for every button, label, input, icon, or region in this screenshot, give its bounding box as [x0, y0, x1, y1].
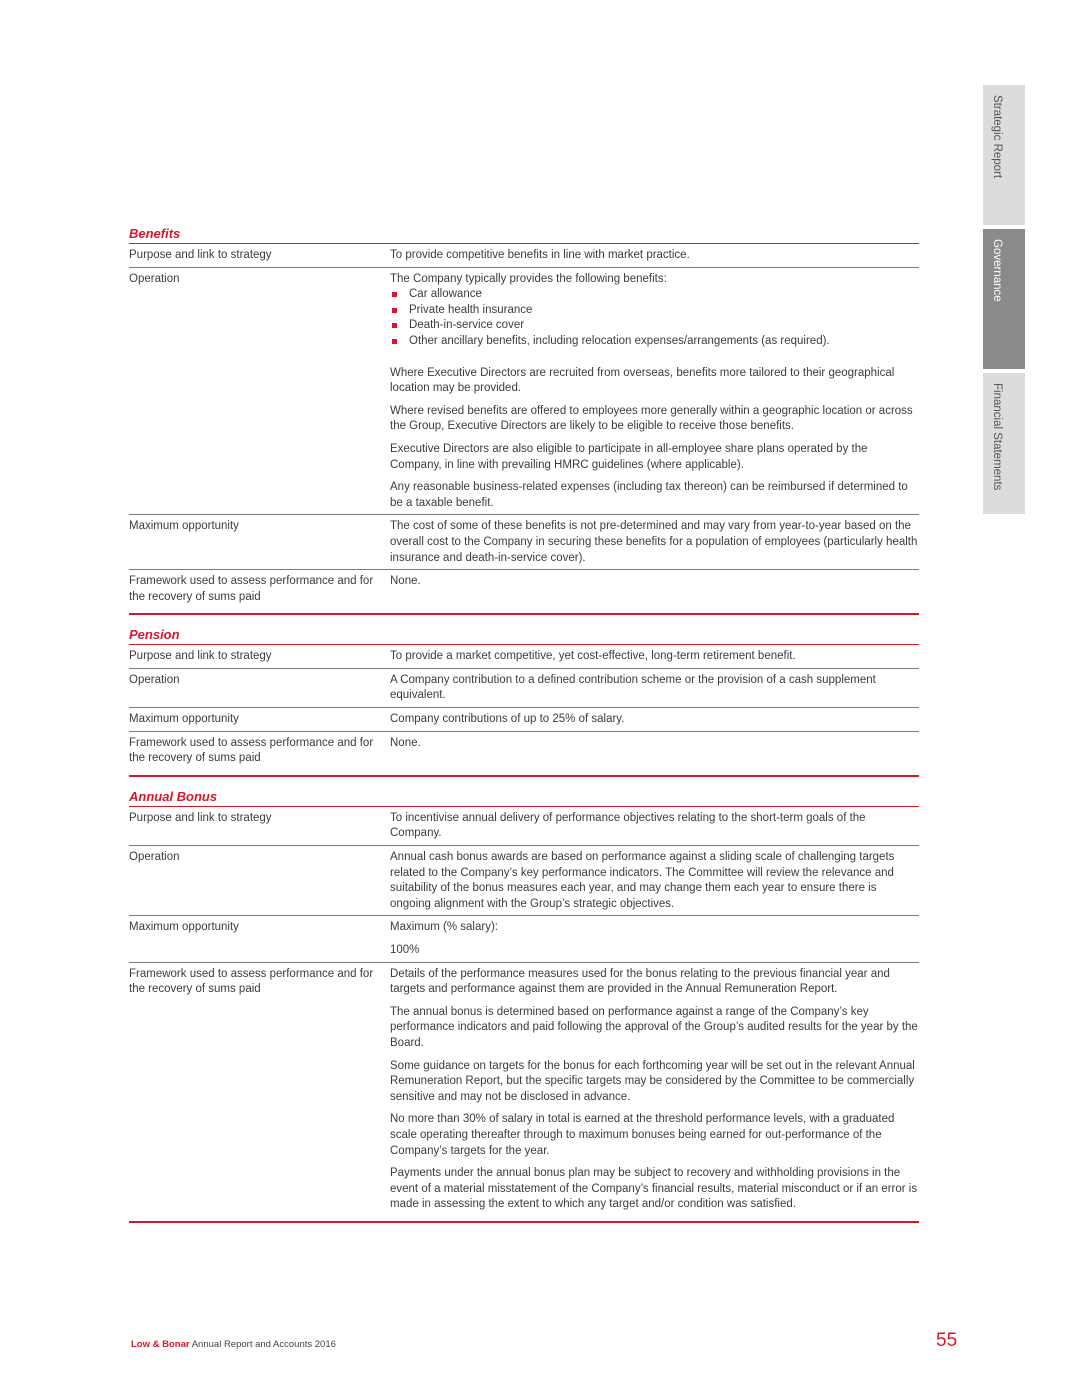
row-paragraph: Payments under the annual bonus plan may be subject to recovery and withholding provisions in the event of a material misstatement of the Company’s financial results, material misconduct or if an error is made in assessing the extent to which any target and/or condition was satisfied.: [390, 1167, 918, 1211]
row-value: [390, 811, 919, 842]
table-row: [129, 916, 919, 962]
section-title: Pension: [129, 627, 919, 645]
table-row: [129, 268, 919, 516]
row-paragraph: Maximum (% salary):: [390, 921, 498, 934]
row-paragraph: A Company contribution to a defined contribution scheme or the provision of a cash supplement equivalent.: [390, 673, 876, 702]
table-row: [129, 807, 919, 846]
side-tab-strategic-report[interactable]: [983, 85, 1025, 225]
row-paragraph: None.: [390, 575, 421, 588]
policy-section: [129, 226, 919, 615]
row-value: [390, 736, 919, 767]
row-value: [390, 272, 919, 512]
section-gap: [129, 615, 919, 627]
row-value: [390, 248, 919, 264]
policy-section: [129, 627, 919, 777]
row-value: [390, 712, 919, 728]
row-label: Maximum opportunity: [129, 520, 239, 533]
row-paragraph: No more than 30% of salary in total is earned at the threshold performance levels, with a graduated scale operating thereafter through to maximum bonuses being earned for out-performance of the Company’s targets for the year.: [390, 1113, 895, 1157]
row-label: Maximum opportunity: [129, 713, 239, 726]
row-label: Purpose and link to strategy: [129, 249, 272, 261]
table-row: [129, 570, 919, 615]
side-tab-label: Strategic Report: [991, 95, 1003, 179]
policy-table: [129, 226, 919, 1223]
row-label: Framework used to assess performance and for the recovery of sums paid: [129, 967, 374, 996]
footer-brand: Low & Bonar: [131, 1339, 190, 1350]
bullet-item: Death-in-service cover: [390, 318, 919, 334]
table-row: [129, 669, 919, 708]
row-label: Purpose and link to strategy: [129, 650, 272, 663]
row-value: [390, 967, 919, 1213]
row-paragraph: Company contributions of up to 25% of salary.: [390, 713, 625, 726]
footer: [131, 1339, 336, 1350]
row-paragraph: Annual cash bonus awards are based on performance against a sliding scale of challenging targets related to the Company’s key performance indicators. The Committee will review the relevance and suitability of the bonus measures each year, and may change them each year to ensure there is ongoing alignment with the Group’s strategic objectives.: [390, 851, 895, 910]
row-value: [390, 649, 919, 665]
row-label: Framework used to assess performance and for the recovery of sums paid: [129, 575, 374, 603]
table-row: [129, 732, 919, 777]
row-label: Operation: [129, 851, 180, 864]
table-row: [129, 846, 919, 916]
row-paragraph: To provide competitive benefits in line with market practice.: [390, 249, 690, 261]
row-paragraph: Any reasonable business-related expenses (including tax thereon) can be reimbursed if determined to be a taxable benefit.: [390, 481, 908, 509]
row-paragraph: Executive Directors are also eligible to participate in all-employee share plans operated by the Company, in line with prevailing HMRC guidelines (where applicable).: [390, 442, 868, 471]
row-value: [390, 519, 919, 566]
side-tab-financial-statements[interactable]: [983, 373, 1025, 514]
row-label: Framework used to assess performance and for the recovery of sums paid: [129, 736, 374, 765]
row-paragraph: The cost of some of these benefits is not pre-determined and may vary from year-to-year based on the overall cost to the Company in securing these benefits for a population of employees (particularly health insurance and death-in-service cover).: [390, 520, 918, 564]
row-paragraph: Where revised benefits are offered to employees more generally within a geographic location or across the Group, Executive Directors are likely to be eligible to receive those benefits.: [390, 404, 913, 433]
section-gap: [129, 777, 919, 789]
row-value: [390, 850, 919, 912]
row-paragraph: Some guidance on targets for the bonus for each forthcoming year will be set out in the relevant Annual Remuneration Report, but the specific targets may be considered by the Committee to be commercially sensitive and may not be disclosed in advance.: [390, 1059, 915, 1103]
row-value: [390, 574, 919, 605]
side-tab-label: Financial Statements: [991, 383, 1003, 491]
page-number: 55: [936, 1330, 958, 1351]
section-title: Benefits: [129, 226, 919, 244]
row-value: [390, 920, 919, 958]
row-intro: The Company typically provides the following benefits:: [390, 272, 667, 285]
table-row: [129, 708, 919, 732]
row-paragraph: To incentivise annual delivery of performance objectives relating to the short-term goals of the Company.: [390, 811, 866, 840]
row-paragraph: The annual bonus is determined based on performance against a range of the Company’s key performance indicators and paid following the approval of the Group’s audited results for the year by the Board.: [390, 1005, 918, 1049]
row-label: Purpose and link to strategy: [129, 811, 272, 824]
policy-section: [129, 789, 919, 1223]
table-row: [129, 515, 919, 570]
bullet-item: Private health insurance: [390, 303, 919, 319]
table-row: [129, 645, 919, 669]
row-label: Maximum opportunity: [129, 921, 239, 934]
row-paragraph: To provide a market competitive, yet cost-effective, long-term retirement benefit.: [390, 650, 796, 663]
side-tab-label: Governance: [991, 239, 1003, 302]
row-paragraph: Details of the performance measures used for the bonus relating to the previous financial year and targets and performance against them are provided in the Annual Remuneration Report.: [390, 967, 890, 996]
row-paragraph: Where Executive Directors are recruited from overseas, benefits more tailored to their geographical location may be provided.: [390, 366, 895, 395]
row-label: Operation: [129, 673, 180, 686]
bullet-list: [390, 287, 919, 349]
bullet-item: Other ancillary benefits, including relocation expenses/arrangements (as required).: [390, 334, 919, 350]
section-title: Annual Bonus: [129, 789, 919, 807]
row-paragraph: 100%: [390, 944, 420, 956]
footer-text: Annual Report and Accounts 2016: [191, 1339, 336, 1350]
bullet-item: Car allowance: [390, 287, 919, 303]
row-value: [390, 673, 919, 704]
side-tab-governance[interactable]: [983, 229, 1025, 369]
table-row: [129, 244, 919, 268]
row-label: Operation: [129, 272, 180, 285]
table-row: [129, 963, 919, 1223]
row-paragraph: None.: [390, 736, 421, 749]
